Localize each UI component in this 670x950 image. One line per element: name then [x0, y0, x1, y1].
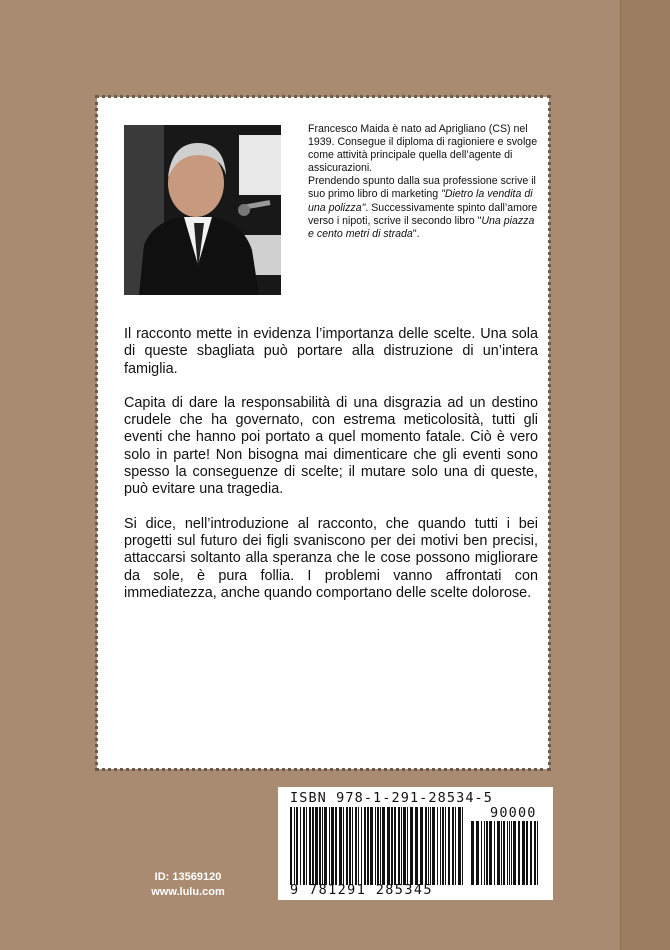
barcode-bar: [471, 821, 474, 885]
barcode-bar: [303, 807, 305, 885]
barcode-bar: [352, 807, 353, 885]
bio-works-text: Prendendo spunto dalla sua professione scrive il suo primo libro di marketing: [308, 175, 536, 201]
barcode-bar: [306, 807, 307, 885]
barcode-bar: [391, 807, 393, 885]
barcode-bar: [497, 821, 500, 885]
barcode-bar: [361, 807, 362, 885]
barcode-bar: [537, 821, 538, 885]
barcode-bar: [437, 807, 438, 885]
barcode-bar: [377, 807, 379, 885]
barcode-bar: [394, 807, 396, 885]
barcode-bar: [294, 807, 295, 885]
barcode-bar: [407, 807, 408, 885]
barcode-bar: [309, 807, 311, 885]
barcode-bar: [375, 807, 376, 885]
barcode-bar: [370, 807, 373, 885]
barcode-bar: [455, 807, 456, 885]
barcode-bar: [335, 807, 337, 885]
barcode-bar: [458, 807, 461, 885]
isbn-label: ISBN 978-1-291-28534-5: [290, 790, 494, 806]
book-spine: [620, 0, 670, 950]
publisher-info: [148, 870, 228, 900]
barcode-bar: [501, 821, 502, 885]
barcode-bar: [312, 807, 314, 885]
barcode-bar: [290, 807, 292, 885]
barcode-bar: [343, 807, 344, 885]
barcode-bar: [526, 821, 528, 885]
barcode-bar: [425, 807, 427, 885]
barcode-bar: [486, 821, 488, 885]
barcode-bar: [382, 807, 385, 885]
bio-works-end: ".: [412, 227, 420, 240]
barcode-bar: [403, 807, 406, 885]
barcode-bar: [440, 807, 441, 885]
book-title-2: Una piazza e cento metri di strada: [308, 214, 535, 240]
blurb-paragraph-1: Il racconto mette in evidenza l’importanza delle scelte. Una sola di queste sbagliata può portare alla distruzione di un’intera famiglia.: [124, 326, 538, 377]
bio-works-text-2: . Successivamente spinto dall’amore verso i nipoti, scrive il secondo libro ": [308, 201, 538, 227]
barcode-bar: [462, 807, 463, 885]
barcode-bar: [530, 821, 532, 885]
barcode-bar: [387, 807, 390, 885]
ean-bars: [290, 807, 465, 885]
bio-intro: Francesco Maida è nato ad Aprigliano (CS) nel 1939. Consegue il diploma di ragioniere e svolge come attività principale quella dell’agente di assicurazioni.: [308, 123, 538, 175]
bio-works: [308, 175, 542, 240]
barcode-bar: [367, 807, 369, 885]
barcode-bar: [398, 807, 400, 885]
barcode-bar: [511, 821, 512, 885]
barcode-bar: [522, 821, 525, 885]
barcode-bar: [481, 821, 482, 885]
barcode-bar: [355, 807, 357, 885]
blurb-paragraph-2: Capita di dare la responsabilità di una disgrazia ad un destino crudele che ha governato, con estrema meticolosità, tutti gli eventi che hanno poi portato a quel momento fatale. Ciò è vero solo in parte! Non bisogna mai dimenticare che gli eventi sono spesso la conseguenze di scelte; il mutare solo una di queste, può evitare una tragedia.: [124, 394, 538, 498]
barcode-bar: [324, 807, 327, 885]
barcode-bar: [428, 807, 429, 885]
barcode-bar: [319, 807, 321, 885]
barcode-bar: [358, 807, 359, 885]
barcode-bar: [420, 807, 423, 885]
barcode-bar: [349, 807, 351, 885]
barcode-bar: [322, 807, 323, 885]
text-panel: [97, 97, 549, 769]
barcode-bar: [503, 821, 505, 885]
barcode-bar: [410, 807, 413, 885]
barcode-bar: [534, 821, 536, 885]
barcode-bar: [489, 821, 492, 885]
barcode-bar: [452, 807, 454, 885]
publisher-id: ID: 13569120: [154, 871, 222, 883]
barcode-bar: [346, 807, 348, 885]
barcode-bar: [518, 821, 520, 885]
barcode-bar: [507, 821, 508, 885]
blurb-paragraph-3: Si dice, nell’introduzione al racconto, che quando tutti i bei progetti sul futuro dei figli svaniscono per dei motivi ben precisi, attaccarsi soltanto alla speranza che le cose possono migliorare da sole, è pura follia. I problemi vanno affrontati con immediatezza, anche quando comportano delle scelte dolorose.: [124, 515, 538, 601]
barcode-bar: [432, 807, 435, 885]
barcode-bar: [430, 807, 431, 885]
barcode-bar: [448, 807, 450, 885]
barcode-bar: [513, 821, 516, 885]
barcode-digits: 9 781291 285345: [290, 882, 433, 898]
addon-bars: [471, 821, 541, 885]
barcode-bar: [415, 807, 418, 885]
price-code: 90000: [490, 805, 537, 821]
barcode-bar: [484, 821, 485, 885]
barcode-bar: [380, 807, 381, 885]
barcode-bar: [445, 807, 446, 885]
barcode-bar: [442, 807, 444, 885]
isbn-barcode: [278, 787, 553, 900]
barcode-bar: [315, 807, 318, 885]
barcode-bar: [296, 807, 298, 885]
barcode-bar: [331, 807, 334, 885]
barcode-bar: [509, 821, 510, 885]
barcode-bar: [329, 807, 330, 885]
book-title-1: "Dietro la vendita di una polizza": [308, 188, 533, 214]
barcode-bar: [364, 807, 366, 885]
author-photo: [124, 125, 281, 295]
barcode-bar: [494, 821, 495, 885]
author-bio: [308, 123, 542, 241]
publisher-url: www.lulu.com: [151, 886, 225, 898]
barcode-bar: [300, 807, 301, 885]
barcode-bar: [401, 807, 402, 885]
barcode-bar: [476, 821, 479, 885]
barcode-bar: [339, 807, 342, 885]
blurb: [124, 326, 538, 619]
